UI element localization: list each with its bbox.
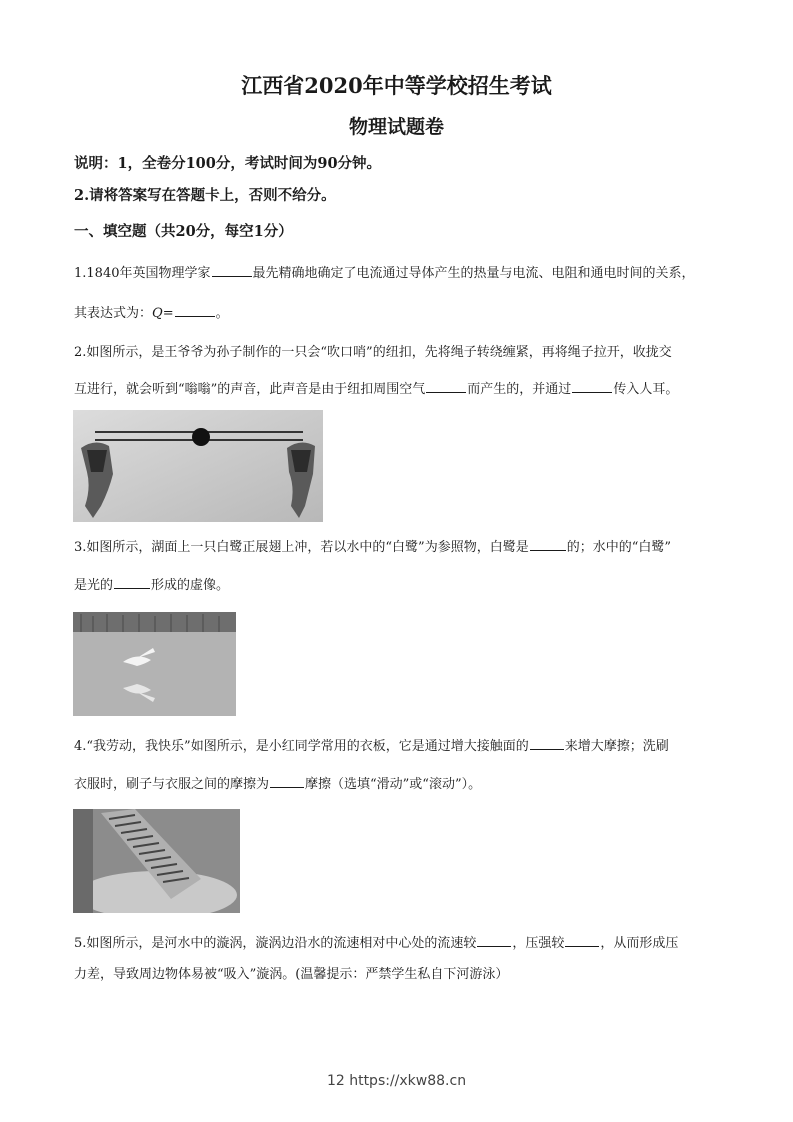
exam-title: 江西省2020年中等学校招生考试	[241, 73, 552, 98]
q2-text-a: 互进行，就会听到“嗡嗡”的声音，此声音是由于纽扣周围空气	[74, 382, 426, 397]
q3-text-c: 是光的	[74, 578, 114, 593]
question-1-line-2	[74, 302, 229, 321]
button-whistle-image	[73, 410, 323, 522]
q3-text-b: 的；水中的“白鹭”	[566, 540, 671, 555]
answer-blank[interactable]	[530, 736, 564, 750]
q5-text-c: ，从而形成压	[600, 936, 679, 951]
q5-text-a: 5.如图所示，是河水中的漩涡，漩涡边沿水的流速相对中心处的流速较	[74, 936, 477, 951]
section-heading: 一、填空题（共20分，每空1分）	[74, 223, 293, 240]
q4-text-b: 来增大摩擦；洗刷	[564, 739, 669, 754]
egret-image	[73, 612, 236, 716]
q4-text-c: 衣服时，刷子与衣服之间的摩擦为	[74, 777, 270, 792]
q2-text-b: 而产生的，并通过	[467, 382, 572, 397]
egret-lake-figure	[73, 612, 236, 716]
instructions-line-2: 2.请将答案写在答题卡上，否则不给分。	[74, 187, 336, 204]
answer-blank[interactable]	[270, 774, 304, 788]
q3-text-d: 形成的虚像。	[151, 578, 230, 593]
answer-blank[interactable]	[426, 379, 466, 393]
page-footer: 12 https://xkw88.cn	[326, 1073, 467, 1089]
question-4-line-2	[74, 773, 481, 792]
question-2-line-1: 2.如图所示，是王爷爷为孙子制作的一只会“吹口哨”的纽扣，先将绳子转绕缠紧，再将绳子拉开，收拢交	[74, 345, 672, 360]
answer-blank[interactable]	[212, 263, 252, 277]
answer-blank[interactable]	[114, 575, 150, 589]
question-5-line-2: 力差，导致周边物体易被“吸入”漩涡。(温馨提示：严禁学生私自下河游泳）	[74, 967, 509, 982]
question-3-line-2	[74, 574, 229, 593]
exam-subtitle: 物理试题卷	[348, 116, 444, 138]
question-3-line-1	[74, 536, 671, 555]
q4-text-d: 摩擦（选填“滑动”或“滚动”）。	[305, 777, 482, 792]
instructions-line-1: 说明：1，全卷分100分，考试时间为90分钟。	[74, 155, 382, 172]
q2-text-c: 传入人耳。	[613, 382, 679, 397]
q1-text-b: 最先精确地确定了电流通过导体产生的热量与电流、电阻和通电时间的关系，	[252, 266, 695, 281]
question-5-line-1	[74, 932, 678, 951]
q1-equals: =	[162, 306, 174, 321]
washboard-image	[73, 809, 240, 913]
answer-blank[interactable]	[530, 537, 566, 551]
answer-blank[interactable]	[572, 379, 612, 393]
q1-period: 。	[215, 306, 229, 321]
button-whistle-figure	[73, 410, 323, 522]
question-4-line-1	[74, 735, 669, 754]
q1-text-a: 1.1840年英国物理学家	[74, 266, 211, 281]
answer-blank[interactable]	[175, 303, 215, 317]
answer-blank[interactable]	[477, 933, 511, 947]
q4-text-a: 4.“我劳动，我快乐”如图所示，是小红同学常用的衣板，它是通过增大接触面的	[74, 739, 529, 754]
answer-blank[interactable]	[565, 933, 599, 947]
q3-text-a: 3.如图所示，湖面上一只白鹭正展翅上冲，若以水中的“白鹭”为参照物，白鹭是	[74, 540, 529, 555]
question-1-line-1	[74, 262, 695, 281]
washboard-figure	[73, 809, 240, 913]
question-2-line-2	[74, 378, 678, 397]
q1-symbol-q: Q	[152, 306, 163, 321]
q1-text-c: 其表达式为：	[74, 306, 153, 321]
q5-text-b: ，压强较	[512, 936, 565, 951]
